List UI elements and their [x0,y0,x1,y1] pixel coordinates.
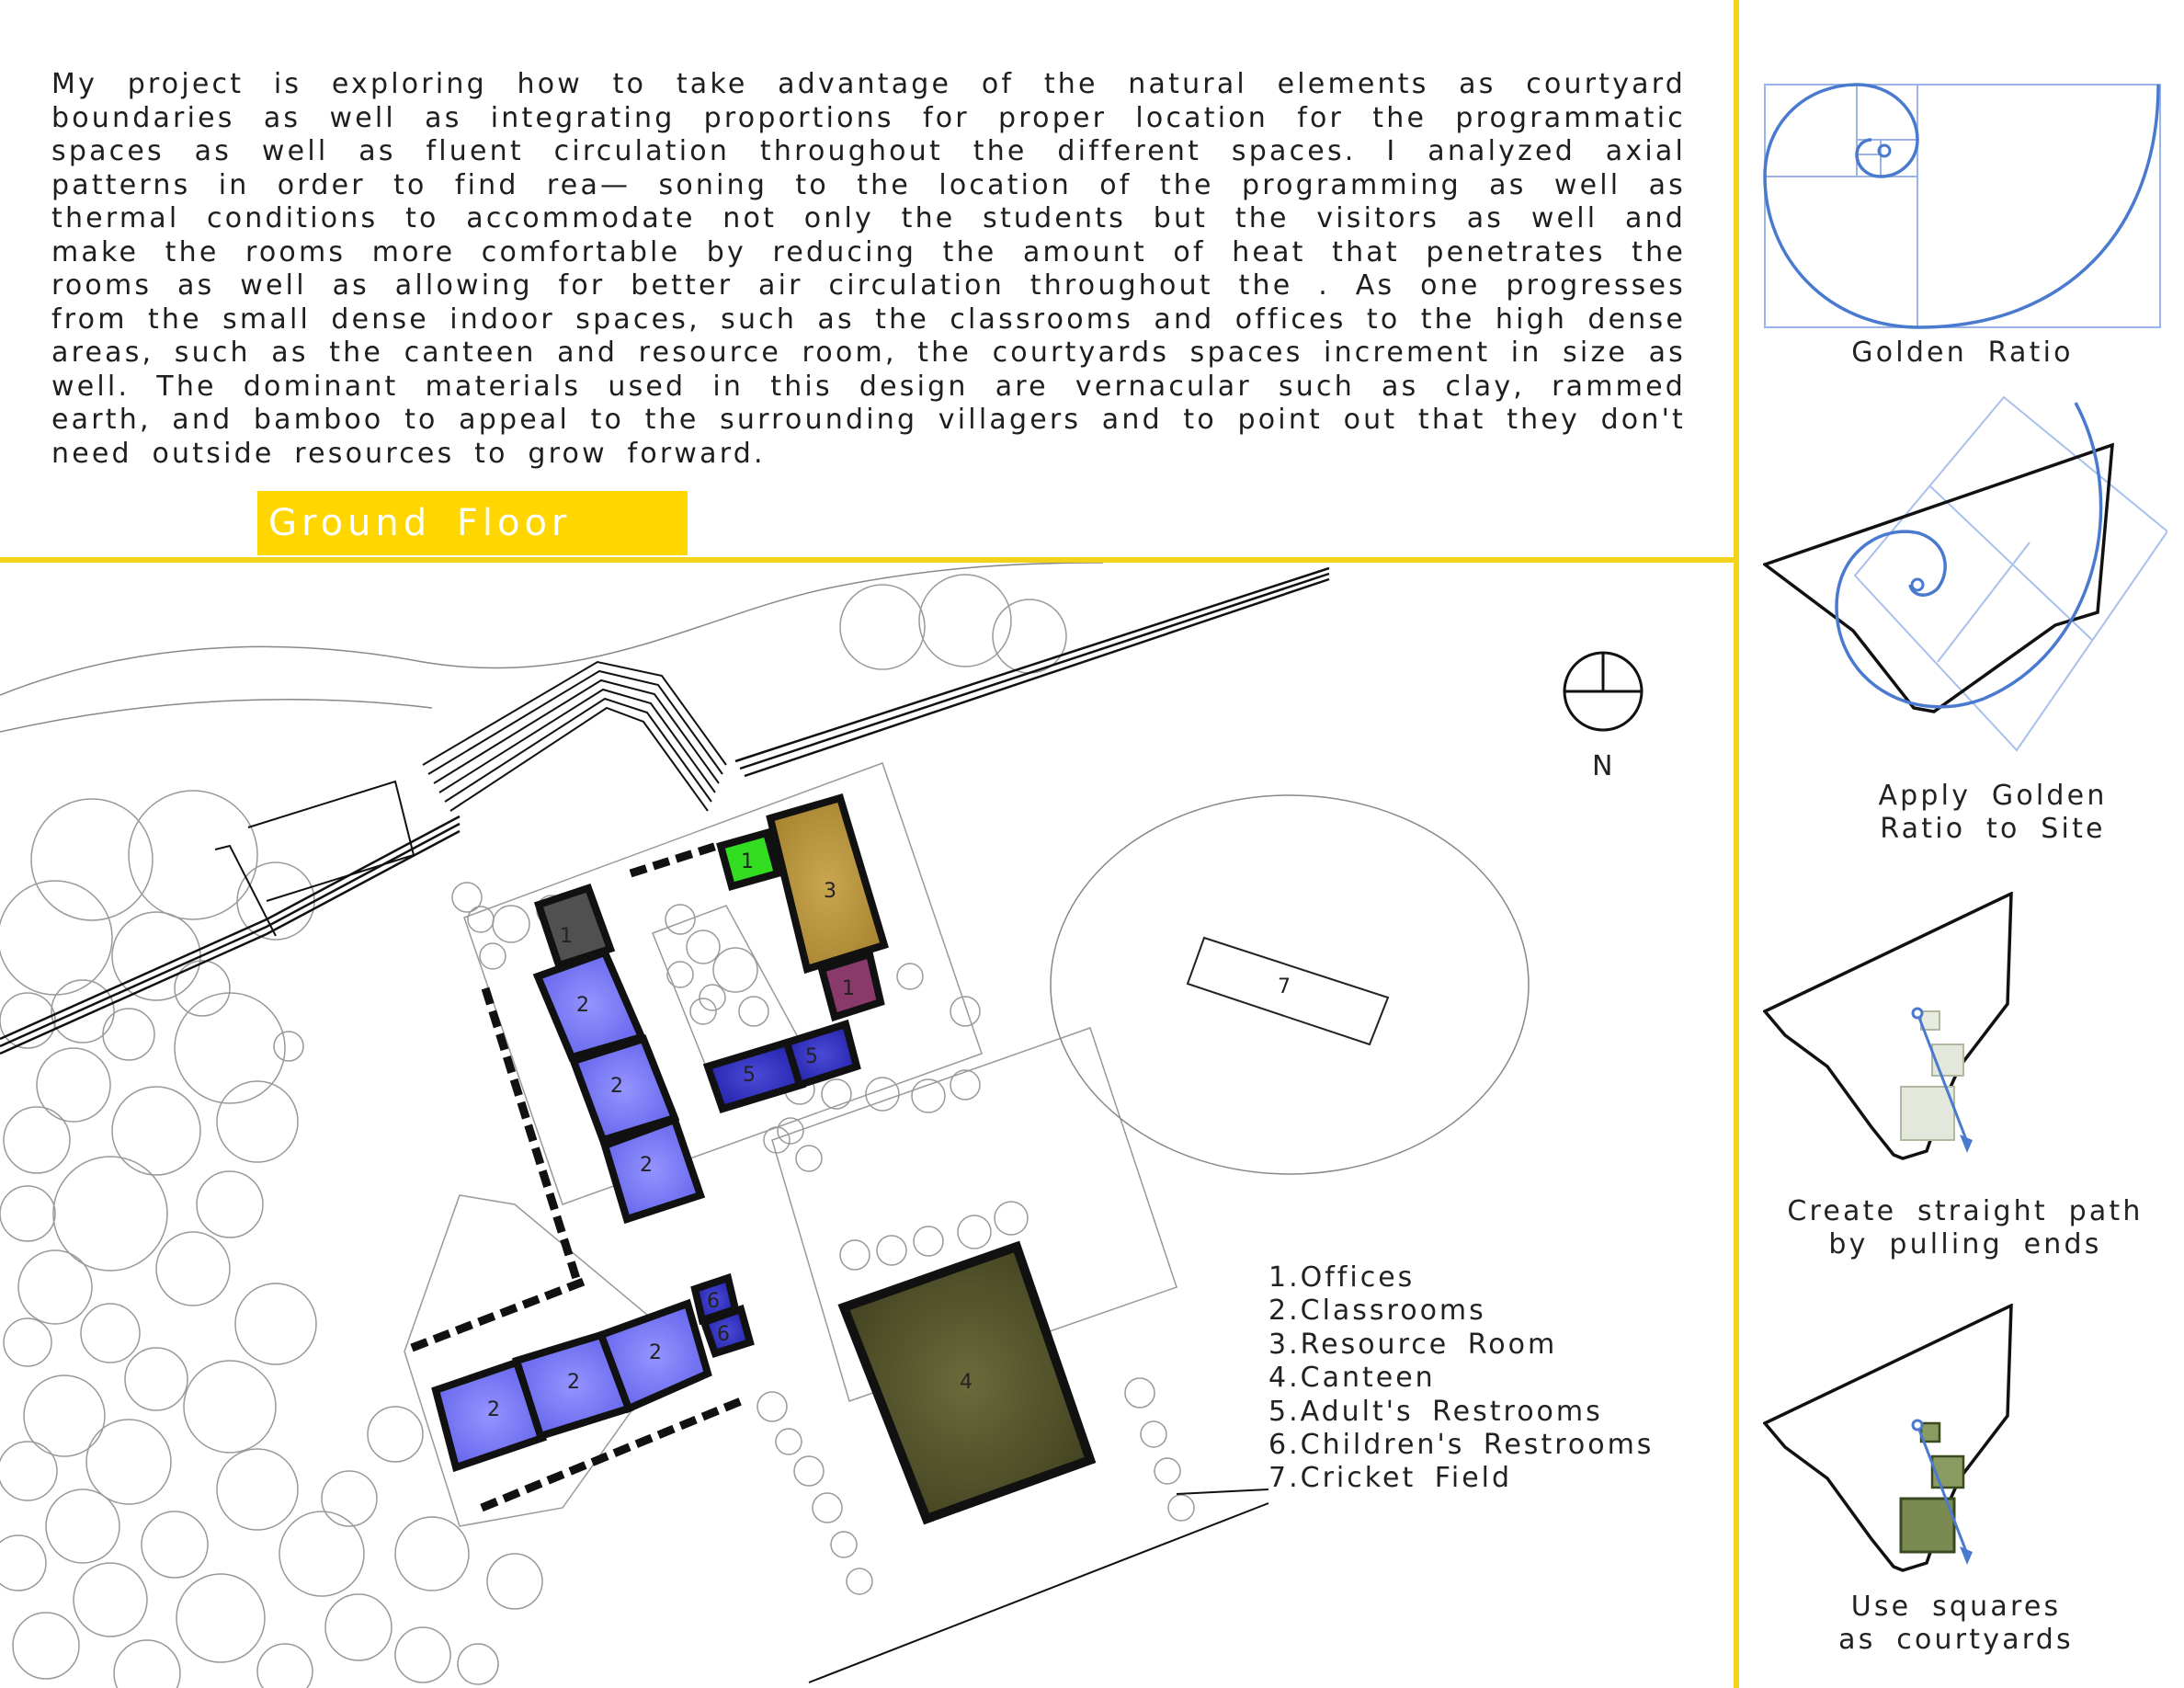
label-classroom-3: 2 [640,1154,653,1177]
classroom-block-b [436,1278,750,1467]
golden-ratio-diagram [1763,83,2162,329]
legend-item: 7.Cricket Field [1268,1462,1513,1495]
legend-item: 1.Offices [1268,1261,1416,1294]
label-canteen: 4 [960,1371,973,1394]
north-label: N [1592,750,1613,782]
plan-title: Ground Floor Plan [257,491,688,555]
label-office-green: 1 [741,850,754,873]
label-child-restroom-1: 6 [707,1290,720,1313]
legend-item: 3.Resource Room [1268,1328,1558,1361]
label-classroom-6: 2 [649,1341,662,1364]
resource-block [708,798,884,1109]
landscape-lines [0,563,1103,732]
legend-item: 6.Children's Restrooms [1268,1429,1655,1462]
label-classroom-2: 2 [610,1075,623,1098]
label-adult-restroom-2: 5 [805,1045,818,1068]
divider-vertical [1734,0,1739,1688]
label-office-gray: 1 [560,925,573,948]
intro-paragraph: My project is exploring how to take advantage of the natural elements as courtyard boundaries as well as integrating proportions for proper location for the programmatic spaces as well as fluent circulation throughout the different spaces. I analyzed axial patterns in order to find rea— soning to the location of the programming as well as thermal conditions to accommodate not only the students but the visitors as well and make the rooms more comfortable by reducing the amount of heat that penetrates the rooms as well as allowing for better air circulation throughout the . As one progresses from the small dense indoor spaces, such as the classrooms and offices to the high dense areas, such as the canteen and resource room, the courtyards spaces increment in size as well. The dominant materials used in this design are vernacular such as clay, rammed earth, and bamboo to appeal to the surrounding villagers and to point out that they don't need outside resources to grow forward. [51,68,1686,470]
label-cricket: 7 [1278,975,1291,998]
caption-straight-path: Create straight path by pulling ends [1787,1195,2144,1260]
label-resource: 3 [824,880,836,903]
straight-path-diagram [1763,892,2167,1168]
caption-apply-golden-ratio: Apply Golden Ratio to Site [1878,780,2108,845]
label-adult-restroom-1: 5 [743,1064,756,1087]
north-arrow [1564,653,1642,730]
label-classroom-5: 2 [567,1371,580,1394]
trees-top [840,575,1066,673]
legend-item: 4.Canteen [1268,1362,1436,1395]
label-child-restroom-2: 6 [717,1323,730,1346]
squares-courtyards-diagram [1763,1304,2167,1580]
label-office-purple: 1 [842,977,855,1000]
caption-golden-ratio: Golden Ratio [1851,336,2074,369]
ground-floor-plan [0,563,1734,1688]
legend-item: 2.Classrooms [1268,1295,1486,1328]
label-classroom-4: 2 [487,1398,500,1421]
caption-squares-courtyards: Use squares as courtyards [1838,1591,2074,1656]
legend [1268,1261,1654,1496]
apply-golden-ratio-diagram [1763,395,2167,759]
legend-item: 5.Adult's Restrooms [1268,1395,1603,1428]
label-classroom-1: 2 [576,994,589,1017]
